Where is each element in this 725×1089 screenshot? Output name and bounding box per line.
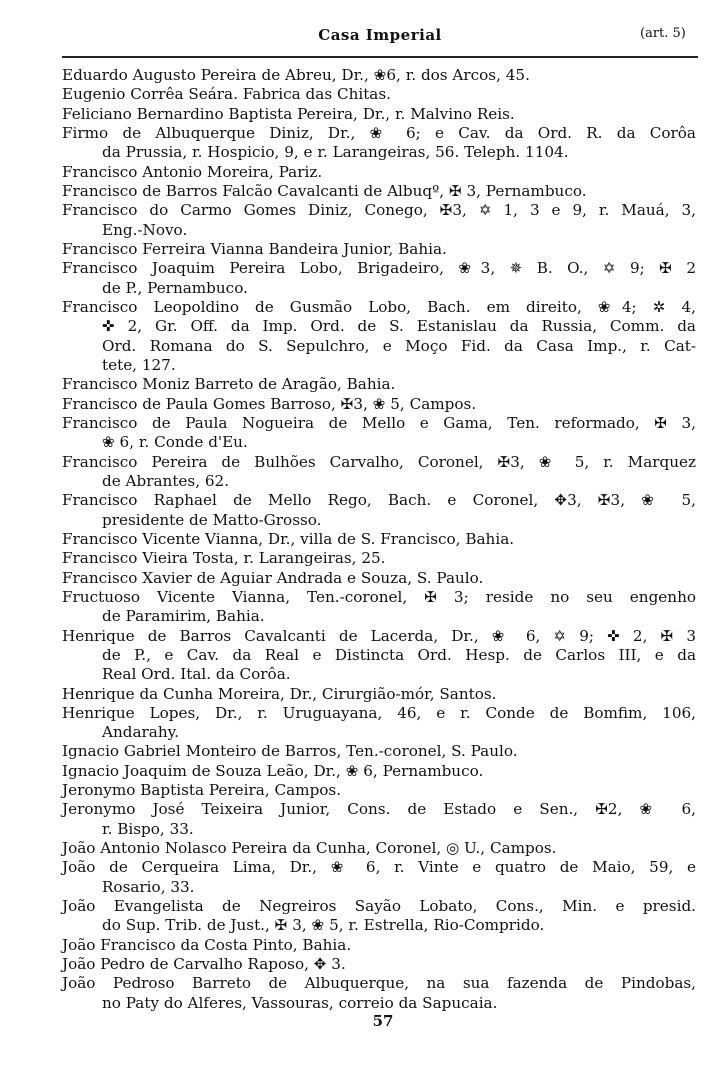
entry-line: Francisco de Paula Nogueira de Mello e Gama, Ten. reformado, ✠ 3, [62, 413, 696, 432]
entry-line: Henrique da Cunha Moreira, Dr., Cirurgião-mór, Santos. [62, 684, 497, 703]
list-item [62, 124, 696, 163]
list-item [62, 85, 696, 104]
entry-continuation-line: de Abrantes, 62. [102, 471, 230, 490]
list-item [62, 685, 696, 704]
entry-line: João Francisco da Costa Pinto, Bahia. [62, 935, 352, 954]
list-item [62, 201, 696, 240]
entry-line: Firmo de Albuquerque Diniz, Dr., ❀ 6; e Cav. da Ord. R. da Corôa [62, 123, 696, 142]
list-item [62, 105, 696, 124]
directory-list [62, 66, 696, 1013]
entry-line: Francisco Ferreira Vianna Bandeira Junior, Bahia. [62, 239, 447, 258]
entry-line: Francisco de Barros Falcão Cavalcanti de Albuqº, ✠ 3, Pernambuco. [62, 181, 587, 200]
entry-line: Ignacio Joaquim de Souza Leão, Dr., ❀ 6, Pernambuco. [62, 761, 484, 780]
page-number: 57 [372, 1012, 394, 1030]
list-item [62, 742, 696, 761]
entry-line: Francisco Leopoldino de Gusmão Lobo, Bach. em direito, ❀4; ✲ 4, [62, 297, 696, 316]
list-item [62, 530, 696, 549]
entry-continuation-line: Real Ord. Ital. da Corôa. [102, 665, 291, 684]
list-item [62, 974, 696, 1013]
list-item [62, 259, 696, 298]
entry-continuation-line: r. Bispo, 33. [102, 819, 194, 838]
list-item [62, 800, 696, 839]
list-item [62, 491, 696, 530]
list-item [62, 858, 696, 897]
entry-line: Francisco Raphael de Mello Rego, Bach. e Coronel, ✥3, ✠3, ❀ 5, [62, 491, 696, 510]
header-title: Casa Imperial [318, 26, 442, 44]
entry-line: Eduardo Augusto Pereira de Abreu, Dr., ❀6, r. dos Arcos, 45. [62, 66, 530, 84]
list-item [62, 375, 696, 394]
list-item [62, 549, 696, 568]
entry-line: Fructuoso Vicente Vianna, Ten.-coronel, ✠ 3; reside no seu engenho [62, 587, 696, 606]
entry-line: Francisco Antonio Moreira, Pariz. [62, 162, 323, 181]
entry-line: Eugenio Corrêa Seára. Fabrica das Chitas. [62, 85, 391, 104]
entry-continuation-line: de P., Pernambuco. [102, 278, 248, 297]
list-item [62, 839, 696, 858]
entry-line: Ignacio Gabriel Monteiro de Barros, Ten.-coronel, S. Paulo. [62, 742, 518, 761]
list-item [62, 414, 696, 453]
list-item [62, 762, 696, 781]
entry-continuation-line: no Paty do Alferes, Vassouras, correio da Sapucaia. [102, 993, 498, 1012]
header-rule [62, 56, 698, 58]
entry-line: João Pedro de Carvalho Raposo, ✥ 3. [62, 955, 346, 974]
entry-continuation-line: Ord. Romana do S. Sepulchro, e Moço Fid. da Casa Imp., r. Cat- [102, 336, 696, 355]
entry-line: Jeronymo José Teixeira Junior, Cons. de Estado e Sen., ✠2, ❀ 6, [62, 800, 696, 819]
entry-continuation-line: do Sup. Trib. de Just., ✠ 3, ❀ 5, r. Estrella, Rio-Comprido. [102, 916, 545, 935]
entry-line: Francisco de Paula Gomes Barroso, ✠3, ❀ 5, Campos. [62, 394, 477, 413]
entry-line: João de Cerqueira Lima, Dr., ❀ 6, r. Vinte e quatro de Maio, 59, e [62, 858, 696, 877]
list-item [62, 453, 696, 492]
list-item [62, 955, 696, 974]
entry-continuation-line: Andarahy. [102, 723, 180, 742]
entry-line: Jeronymo Baptista Pereira, Campos. [62, 781, 342, 800]
list-item [62, 627, 696, 685]
entry-line: Feliciano Bernardino Baptista Pereira, Dr., r. Malvino Reis. [62, 104, 515, 123]
entry-line: João Pedroso Barreto de Albuquerque, na sua fazenda de Pindobas, [62, 974, 696, 993]
list-item [62, 163, 696, 182]
list-item [62, 936, 696, 955]
entry-line: Francisco Vicente Vianna, Dr., villa de S. Francisco, Bahia. [62, 529, 515, 548]
entry-line: Henrique de Barros Cavalcanti de Lacerda, Dr., ❀ 6, ✡ 9; ✜ 2, ✠ 3 [62, 626, 696, 645]
entry-continuation-line: de Paramirim, Bahia. [102, 607, 265, 626]
list-item [62, 704, 696, 743]
entry-continuation-line: da Prussia, r. Hospicio, 9, e r. Larangeiras, 56. Teleph. 1104. [102, 143, 569, 162]
entry-continuation-line: ❀ 6, r. Conde d'Eu. [102, 433, 248, 452]
entry-line: Francisco Joaquim Pereira Lobo, Brigadeiro, ❀3, ✵ B. O., ✡ 9; ✠ 2 [62, 259, 696, 278]
list-item [62, 182, 696, 201]
entry-continuation-line: ✜ 2, Gr. Off. da Imp. Ord. de S. Estanislau da Russia, Comm. da [102, 317, 696, 336]
entry-line: Francisco Xavier de Aguiar Andrada e Souza, S. Paulo. [62, 568, 484, 587]
entry-continuation-line: tete, 127. [102, 355, 176, 374]
entry-line: Francisco Vieira Tosta, r. Larangeiras, 25. [62, 549, 386, 568]
entry-continuation-line: presidente de Matto-Grosso. [102, 510, 322, 529]
entry-line: Francisco do Carmo Gomes Diniz, Conego, ✠3, ✡ 1, 3 e 9, r. Mauá, 3, [62, 201, 696, 220]
entry-continuation-line: Rosario, 33. [102, 877, 195, 896]
list-item [62, 298, 696, 375]
list-item [62, 588, 696, 627]
entry-line: Henrique Lopes, Dr., r. Uruguayana, 46, e r. Conde de Bomfim, 106, [62, 703, 696, 722]
list-item [62, 240, 696, 259]
list-item [62, 395, 696, 414]
entry-line: Francisco Moniz Barreto de Aragão, Bahia. [62, 375, 396, 394]
list-item [62, 781, 696, 800]
entry-line: João Evangelista de Negreiros Sayão Lobato, Cons., Min. e presid. [62, 897, 696, 916]
entry-line: João Antonio Nolasco Pereira da Cunha, Coronel, ◎ U., Campos. [62, 839, 557, 858]
header-article: (art. 5) [640, 26, 686, 41]
list-item [62, 897, 696, 936]
entry-continuation-line: de P., e Cav. da Real e Distincta Ord. Hesp. de Carlos III, e da [102, 645, 696, 664]
list-item [62, 569, 696, 588]
list-item [62, 66, 696, 85]
entry-continuation-line: Eng.-Novo. [102, 220, 188, 239]
entry-line: Francisco Pereira de Bulhões Carvalho, Coronel, ✠3, ❀ 5, r. Marquez [62, 452, 696, 471]
